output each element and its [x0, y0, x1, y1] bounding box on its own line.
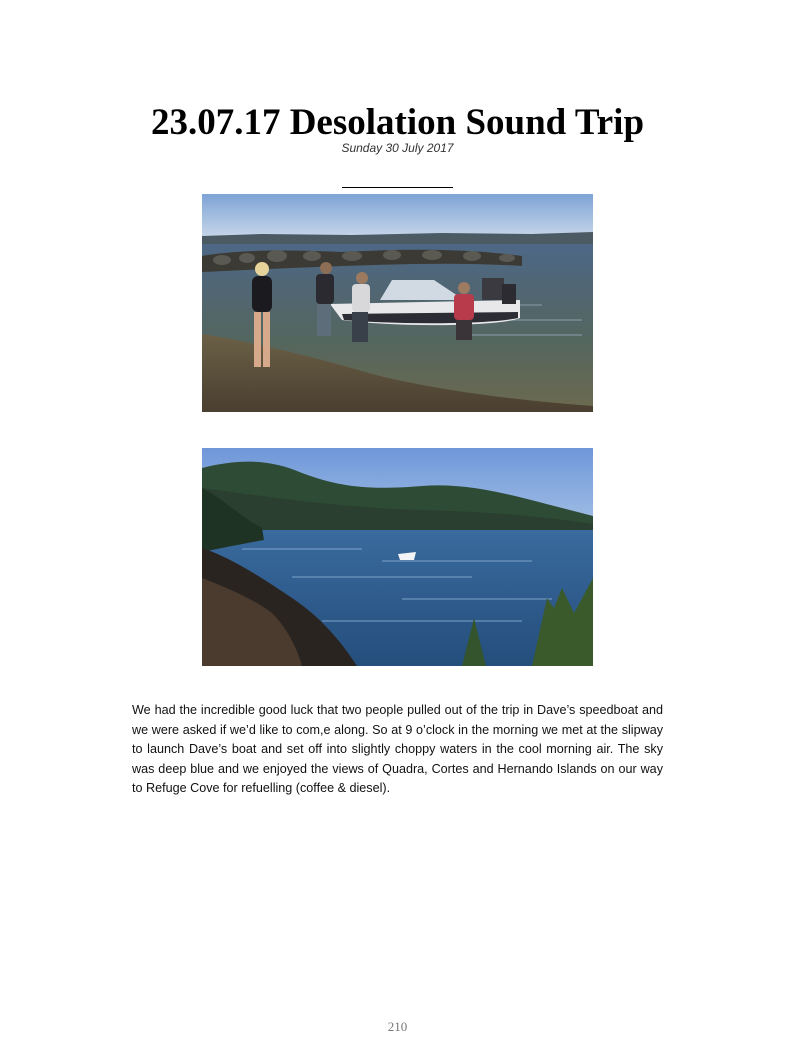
bay-view-photo: [202, 448, 593, 666]
post-date: Sunday 30 July 2017: [341, 141, 454, 155]
page-title: 23.07.17 Desolation Sound Trip: [150, 102, 645, 143]
page-number: 210: [387, 1019, 408, 1034]
post-body: We had the incredible good luck that two people pulled out of the trip in Dave’s speedboat and we were asked if we’d like to com,e along. So at 9 o’clock in the morning we met at the slipway to launch Dave’s boat and set off into slightly choppy waters in the cool morning air. The sky was deep blue and we enjoyed the views of Quadra, Cortes and Hernando Islands on our way to Refuge Cove for refuelling (coffee & diesel).: [132, 703, 663, 795]
title-divider: [342, 187, 453, 188]
boat-launch-photo: [202, 194, 593, 412]
